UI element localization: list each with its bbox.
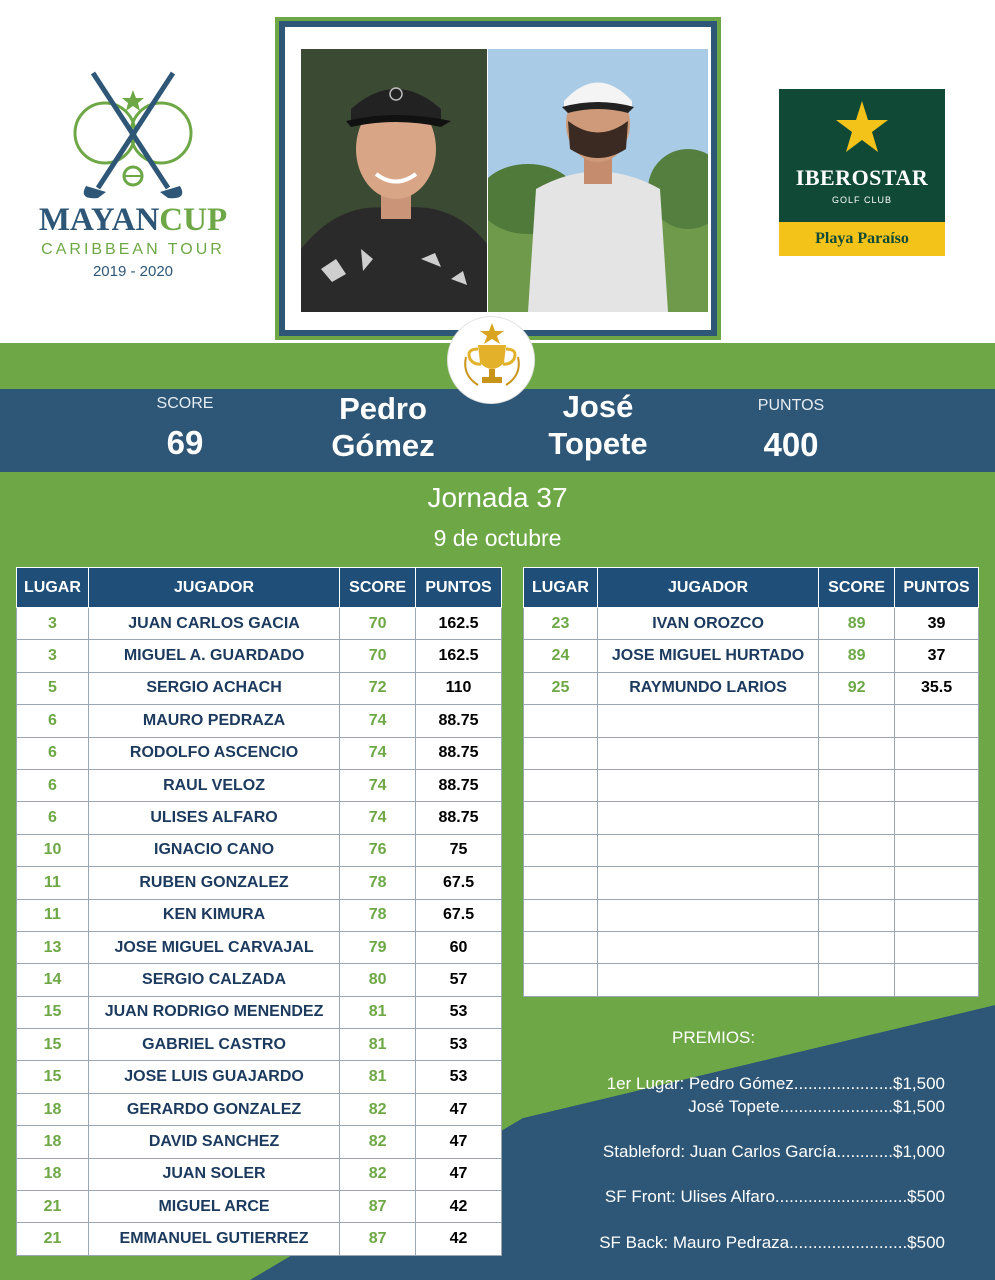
table-row [17,802,502,834]
cell-puntos [895,867,979,899]
cell-lugar [524,769,598,801]
cell-jugador [597,964,818,996]
table-row [17,931,502,963]
cell-lugar [524,867,598,899]
brand-name-mayan: MAYAN [38,202,160,238]
cell-puntos: 88.75 [416,737,502,769]
table-row [17,899,502,931]
cell-lugar: 10 [17,834,89,866]
cell-jugador: SERGIO ACHACH [88,672,339,704]
cell-score: 78 [340,867,416,899]
cell-lugar [524,737,598,769]
crossed-clubs-icon [68,68,198,208]
player-1-first: Pedro [339,391,427,426]
header-score: SCORE [819,568,895,608]
cell-jugador: JOSE LUIS GUAJARDO [88,1061,339,1093]
table-row [524,964,979,996]
star-icon [834,99,890,155]
cell-lugar: 23 [524,608,598,640]
cell-lugar: 3 [17,608,89,640]
round-title: Jornada 37 [427,482,568,513]
cell-score: 76 [340,834,416,866]
table-row [17,1093,502,1125]
cell-score: 87 [340,1191,416,1223]
cell-score: 87 [340,1223,416,1255]
cell-score [819,705,895,737]
cell-score: 82 [340,1093,416,1125]
table-row [17,1126,502,1158]
cell-lugar [524,705,598,737]
cell-score: 72 [340,672,416,704]
cell-jugador: DAVID SANCHEZ [88,1126,339,1158]
cell-score: 80 [340,964,416,996]
cell-score: 82 [340,1158,416,1190]
cell-lugar [524,899,598,931]
score-label: SCORE [156,395,214,412]
player-2-first: José [562,389,634,424]
cell-jugador: MAURO PEDRAZA [88,705,339,737]
header-puntos: PUNTOS [895,568,979,608]
prize-first-a: 1er Lugar: Pedro Gómez.....................$1,500 [606,1074,945,1093]
cell-jugador: KEN KIMURA [88,899,339,931]
cell-puntos: 53 [416,1061,502,1093]
cell-score [819,737,895,769]
cell-puntos [895,964,979,996]
photo-pedro-gomez [301,49,487,312]
table-row [17,1029,502,1061]
cell-puntos: 88.75 [416,769,502,801]
cell-score: 70 [340,608,416,640]
table-row [524,608,979,640]
cell-jugador [597,899,818,931]
brand-years: 2019 - 2020 [92,263,174,280]
table-row [17,867,502,899]
cell-jugador: MIGUEL ARCE [88,1191,339,1223]
table-row [17,996,502,1028]
table-row [524,867,979,899]
cell-score [819,931,895,963]
brand-name-cup: CUP [159,202,228,238]
cell-score: 92 [819,672,895,704]
cell-lugar: 3 [17,640,89,672]
cell-score: 74 [340,705,416,737]
cell-lugar: 15 [17,1029,89,1061]
cell-puntos: 88.75 [416,705,502,737]
table-row [17,1158,502,1190]
table-row [524,640,979,672]
cell-jugador: RODOLFO ASCENCIO [88,737,339,769]
table-row [524,834,979,866]
cell-lugar: 18 [17,1126,89,1158]
table-row [524,737,979,769]
cell-score: 70 [340,640,416,672]
cell-lugar: 6 [17,802,89,834]
cell-puntos: 39 [895,608,979,640]
cell-puntos [895,899,979,931]
cell-jugador: JUAN SOLER [88,1158,339,1190]
cell-puntos: 37 [895,640,979,672]
photo-jose-topete [488,49,708,312]
cell-jugador [597,737,818,769]
cell-score: 74 [340,802,416,834]
cell-lugar: 24 [524,640,598,672]
cell-lugar [524,834,598,866]
cell-lugar: 11 [17,899,89,931]
cell-jugador: IGNACIO CANO [88,834,339,866]
table-row [17,1223,502,1255]
prize-sf-front: SF Front: Ulises Alfaro............................$500 [604,1187,945,1206]
cell-lugar: 6 [17,737,89,769]
cell-jugador: MIGUEL A. GUARDADO [88,640,339,672]
cell-puntos [895,802,979,834]
table-row [524,672,979,704]
table-row [17,737,502,769]
cell-score: 79 [340,931,416,963]
cell-puntos: 47 [416,1158,502,1190]
cell-lugar: 13 [17,931,89,963]
cell-jugador [597,769,818,801]
table-row [17,608,502,640]
cell-lugar: 21 [17,1191,89,1223]
cell-score [819,769,895,801]
cell-jugador: RUBEN GONZALEZ [88,867,339,899]
player-1-last: Gómez [331,428,435,463]
cell-lugar: 11 [17,867,89,899]
cell-lugar: 6 [17,769,89,801]
cell-score: 78 [340,899,416,931]
cell-puntos [895,931,979,963]
points-value: 400 [763,426,819,463]
cell-jugador: GABRIEL CASTRO [88,1029,339,1061]
cell-score: 89 [819,608,895,640]
cell-puntos [895,737,979,769]
table-row [17,705,502,737]
cell-lugar: 18 [17,1093,89,1125]
table-row [524,931,979,963]
iberostar-logo [779,89,945,256]
header-puntos: PUNTOS [416,568,502,608]
cell-score [819,867,895,899]
table-row [524,705,979,737]
cell-puntos: 57 [416,964,502,996]
header-lugar: LUGAR [524,568,598,608]
cell-lugar: 15 [17,1061,89,1093]
cell-score [819,899,895,931]
cell-puntos: 60 [416,931,502,963]
cell-puntos: 47 [416,1093,502,1125]
cell-score: 81 [340,1029,416,1061]
table-row [524,899,979,931]
cell-jugador: SERGIO CALZADA [88,964,339,996]
cell-jugador: JOSE MIGUEL HURTADO [597,640,818,672]
cell-puntos: 47 [416,1126,502,1158]
cell-jugador: JOSE MIGUEL CARVAJAL [88,931,339,963]
prize-sf-back: SF Back: Mauro Pedraza.........................$500 [599,1233,945,1252]
cell-puntos: 53 [416,996,502,1028]
cell-puntos: 75 [416,834,502,866]
table-row [17,640,502,672]
table-row [17,1191,502,1223]
cell-jugador: JUAN CARLOS GACIA [88,608,339,640]
cell-score [819,964,895,996]
cell-jugador: JUAN RODRIGO MENENDEZ [88,996,339,1028]
cell-lugar: 6 [17,705,89,737]
cell-puntos: 162.5 [416,608,502,640]
cell-jugador [597,802,818,834]
cell-score: 74 [340,737,416,769]
prizes-title: PREMIOS: [672,1028,756,1047]
results-table-left [16,567,502,1256]
cell-score: 74 [340,769,416,801]
table-row [17,769,502,801]
mayan-cup-logo [28,68,238,288]
winners-photo-frame [275,17,721,340]
cell-lugar [524,964,598,996]
table-row [17,964,502,996]
cell-score: 82 [340,1126,416,1158]
cell-lugar [524,931,598,963]
cell-lugar [524,802,598,834]
cell-puntos: 35.5 [895,672,979,704]
cell-score: 81 [340,1061,416,1093]
table-row [524,769,979,801]
header-score: SCORE [340,568,416,608]
brand-subtitle: CARIBBEAN TOUR [41,241,225,258]
cell-lugar: 14 [17,964,89,996]
cell-jugador [597,867,818,899]
cell-lugar: 25 [524,672,598,704]
cell-score [819,802,895,834]
player-2-name [518,388,678,462]
cell-puntos: 53 [416,1029,502,1061]
cell-lugar: 21 [17,1223,89,1255]
results-table-right [523,567,979,997]
player-2-last: Topete [548,426,648,461]
cell-jugador: RAYMUNDO LARIOS [597,672,818,704]
table-row [17,1061,502,1093]
cell-jugador: ULISES ALFARO [88,802,339,834]
header-jugador: JUGADOR [597,568,818,608]
cell-puntos [895,769,979,801]
header-jugador: JUGADOR [88,568,339,608]
cell-puntos: 88.75 [416,802,502,834]
table-header-row [17,568,502,608]
sponsor-location: Playa Paraíso [779,222,945,256]
round-date: 9 de octubre [433,525,562,551]
cell-puntos: 110 [416,672,502,704]
cell-jugador: IVAN OROZCO [597,608,818,640]
cell-jugador [597,931,818,963]
cell-puntos [895,705,979,737]
table-header-row [524,568,979,608]
cell-lugar: 18 [17,1158,89,1190]
cell-jugador: GERARDO GONZALEZ [88,1093,339,1125]
cell-jugador [597,705,818,737]
cell-puntos: 42 [416,1191,502,1223]
table-row [17,672,502,704]
cell-jugador: RAUL VELOZ [88,769,339,801]
cell-score [819,834,895,866]
prize-first-b: José Topete........................$1,500 [688,1097,945,1116]
prize-stableford: Stableford: Juan Carlos García............$1,000 [602,1142,945,1161]
header-lugar: LUGAR [17,568,89,608]
cell-lugar: 5 [17,672,89,704]
player-1-name [303,390,463,464]
cell-lugar: 15 [17,996,89,1028]
cell-jugador: EMMANUEL GUTIERREZ [88,1223,339,1255]
cell-score: 89 [819,640,895,672]
table-row [524,802,979,834]
sponsor-name: IBEROSTAR [795,165,929,190]
sponsor-club: GOLF CLUB [831,195,892,205]
cell-puntos: 42 [416,1223,502,1255]
table-row [17,834,502,866]
cell-puntos: 67.5 [416,899,502,931]
cell-puntos [895,834,979,866]
cell-puntos: 67.5 [416,867,502,899]
cell-puntos: 162.5 [416,640,502,672]
score-value: 69 [166,424,204,461]
cell-jugador [597,834,818,866]
cell-score: 81 [340,996,416,1028]
points-label: PUNTOS [757,397,825,414]
